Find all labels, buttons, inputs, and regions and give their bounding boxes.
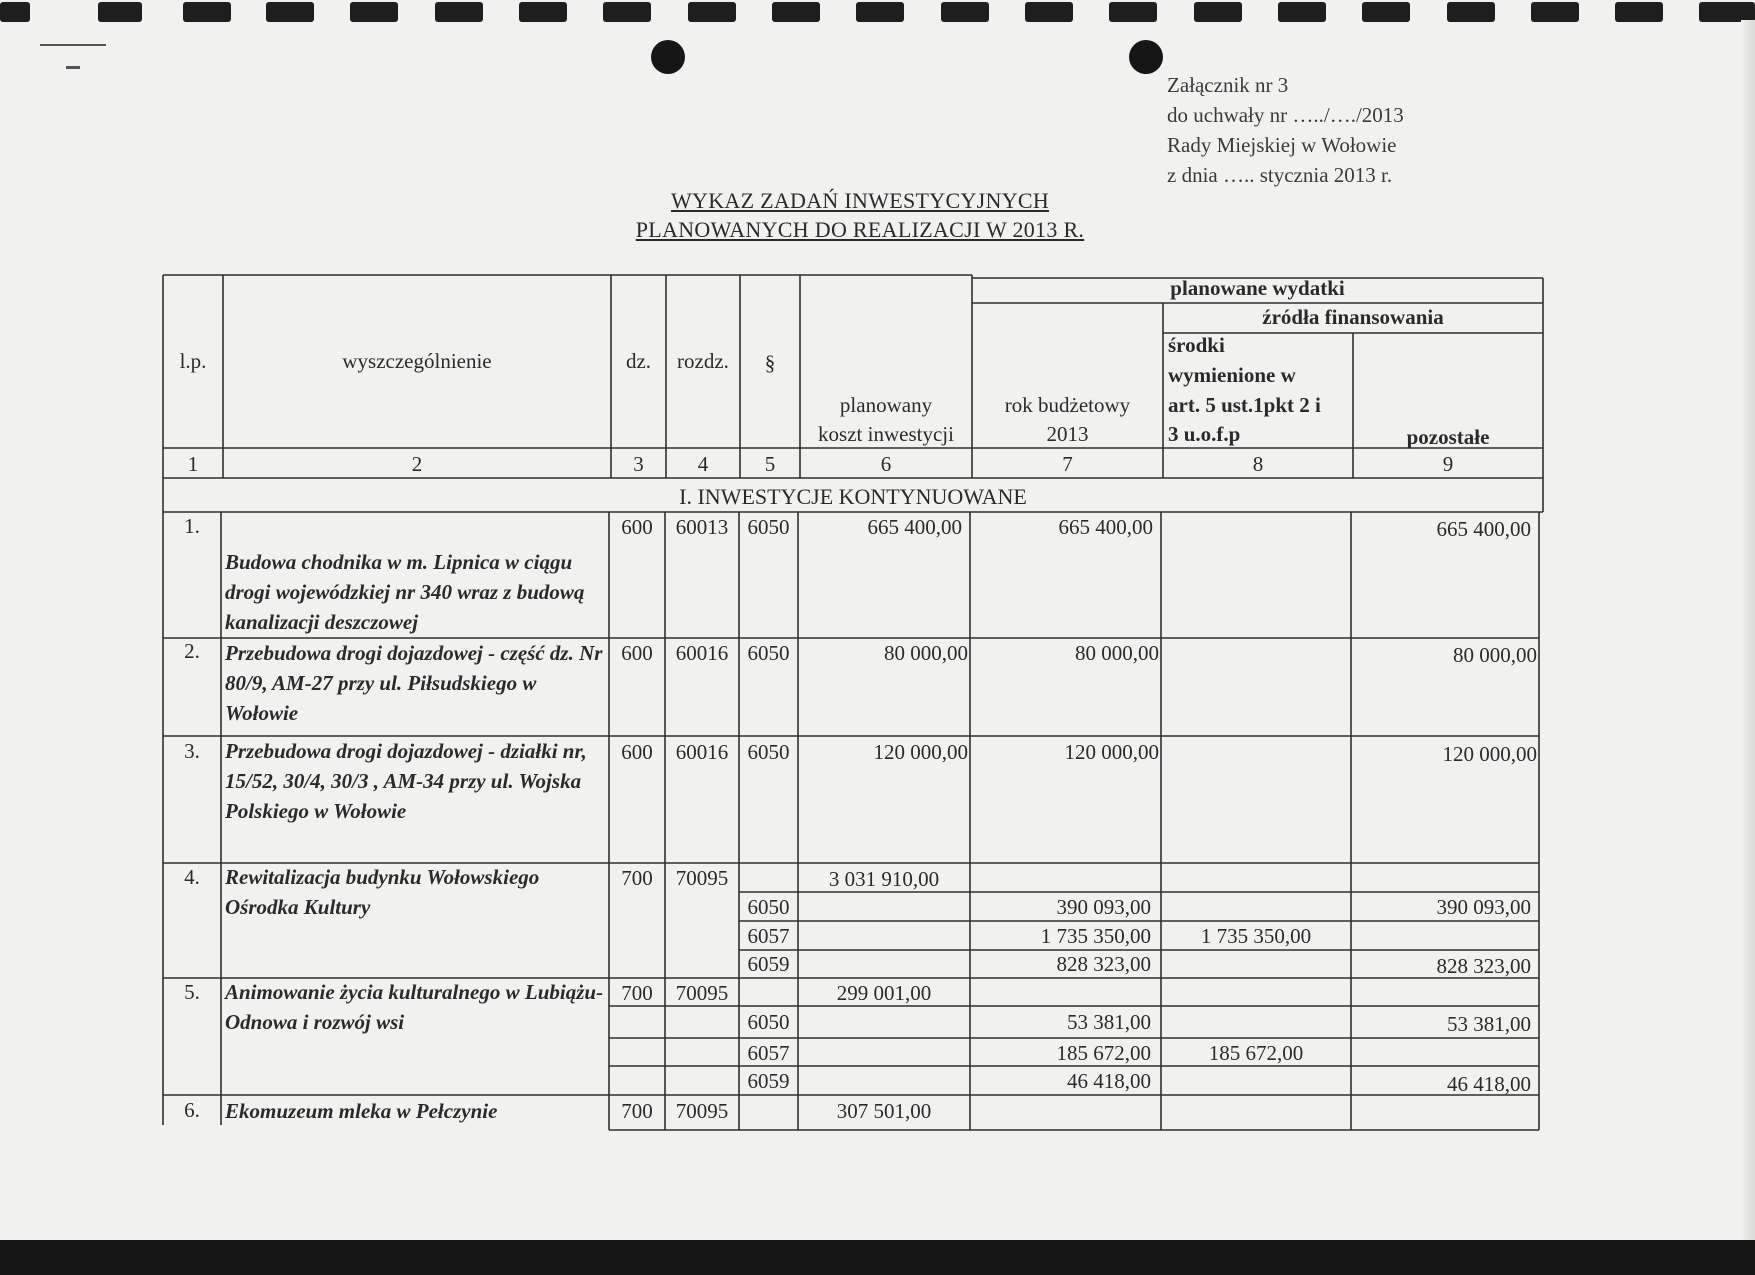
binder-hole <box>856 2 904 22</box>
row-dz: 600 <box>621 740 653 764</box>
subrow-remaining: 46 418,00 <box>1447 1072 1531 1096</box>
header-funding-sources: źródła finansowania <box>1262 305 1444 329</box>
subrow-budget-year: 1 735 350,00 <box>1040 924 1151 948</box>
binder-hole <box>772 2 820 22</box>
column-number: 5 <box>764 452 776 476</box>
binder-hole <box>266 2 314 22</box>
column-number: 9 <box>1442 452 1454 476</box>
row-description: Ekomuzeum mleka w Pełczynie <box>225 1099 498 1123</box>
row-budget-year: 80 000,00 <box>1075 641 1159 665</box>
scanner-bottom-edge <box>0 1240 1755 1275</box>
subrow-paragraph: 6057 <box>747 1041 790 1065</box>
header-funds-art5: art. 5 ust.1pkt 2 i <box>1168 393 1321 417</box>
row-dz: 700 <box>621 866 653 890</box>
row-budget-year: 665 400,00 <box>1058 515 1153 539</box>
row-planned-cost: 665 400,00 <box>867 515 962 539</box>
subrow-paragraph: 6050 <box>747 895 790 919</box>
scan-scratch <box>40 44 106 46</box>
header-dz: dz. <box>625 349 652 373</box>
column-number: 2 <box>411 452 423 476</box>
header-funds-art5: wymienione w <box>1168 363 1296 387</box>
subrow-remaining: 828 323,00 <box>1436 954 1531 978</box>
document-title <box>610 186 1110 244</box>
header-planned-cost: koszt inwestycji <box>818 422 954 446</box>
section-title: I. INWESTYCJE KONTYNUOWANE <box>679 484 1027 509</box>
subrow-budget-year: 53 381,00 <box>1067 1010 1151 1034</box>
punch-hole <box>1129 40 1163 74</box>
column-number: 3 <box>633 452 644 476</box>
row-dz: 600 <box>621 641 653 665</box>
binder-hole <box>1278 2 1326 22</box>
row-remaining: 80 000,00 <box>1453 643 1537 667</box>
column-number: 1 <box>187 452 199 476</box>
header-funds-art5: 3 u.o.f.p <box>1168 422 1241 446</box>
row-lp: 3. <box>184 739 200 763</box>
subrow-paragraph: 6059 <box>747 1069 790 1093</box>
subrow-budget-year: 390 093,00 <box>1056 895 1151 919</box>
binder-hole <box>1699 2 1755 22</box>
subrow-paragraph: 6050 <box>747 1010 790 1034</box>
subrow-paragraph: 6059 <box>747 952 790 976</box>
binder-hole <box>1109 2 1157 22</box>
header-rozdz: rozdz. <box>677 349 729 373</box>
subrow-budget-year: 46 418,00 <box>1067 1069 1151 1093</box>
binder-hole <box>1194 2 1242 22</box>
row-lp: 4. <box>184 865 200 889</box>
annex-line: Załącznik nr 3 <box>1167 73 1289 97</box>
row-planned-cost: 120 000,00 <box>873 740 968 764</box>
header-paragraph: § <box>764 351 776 375</box>
scan-scratch <box>66 66 80 69</box>
header-remaining: pozostałe <box>1406 425 1490 449</box>
binder-hole <box>519 2 567 22</box>
annex-line: Rady Miejskiej w Wołowie <box>1167 133 1397 157</box>
row-lp: 6. <box>184 1098 200 1122</box>
title-line: WYKAZ ZADAŃ INWESTYCYJNYCH <box>670 188 1050 213</box>
header-budget-year: 2013 <box>1046 422 1089 446</box>
row-planned-cost: 299 001,00 <box>836 981 932 1005</box>
binder-hole <box>688 2 736 22</box>
subrow-paragraph: 6057 <box>747 924 790 948</box>
row-budget-year: 120 000,00 <box>1064 740 1159 764</box>
subrow-budget-year: 185 672,00 <box>1056 1041 1151 1065</box>
column-number: 4 <box>697 452 709 476</box>
column-number: 8 <box>1252 452 1264 476</box>
binder-hole <box>603 2 651 22</box>
annex-line: z dnia ….. stycznia 2013 r. <box>1167 163 1393 187</box>
row-description: Przebudowa drogi dojazdowej - działki nr, 15/52, 30/4, 30/3 , AM-34 przy ul. Wojska Polskiego w Wołowie <box>225 739 587 823</box>
header-lp: l.p. <box>179 349 207 373</box>
row-lp: 1. <box>184 514 200 538</box>
row-lp: 5. <box>184 980 200 1004</box>
row-rozdz: 70095 <box>675 981 729 1005</box>
binder-hole <box>1362 2 1410 22</box>
header-planned-cost: planowany <box>839 393 933 417</box>
binder-hole <box>941 2 989 22</box>
row-paragraph: 6050 <box>747 515 790 539</box>
subrow-budget-year: 828 323,00 <box>1056 952 1151 976</box>
header-funds-art5: środki <box>1168 333 1225 357</box>
row-rozdz: 60016 <box>675 641 729 665</box>
row-rozdz: 60016 <box>675 740 729 764</box>
annex-note <box>1167 70 1404 190</box>
row-paragraph: 6050 <box>747 740 790 764</box>
title-line: PLANOWANYCH DO REALIZACJI W 2013 R. <box>635 217 1085 242</box>
binder-hole <box>0 2 30 22</box>
row-remaining: 120 000,00 <box>1442 742 1537 766</box>
header-planned-expenses: planowane wydatki <box>1170 276 1345 300</box>
row-description: Rewitalizacja budynku Wołowskiego Ośrodka Kultury <box>225 865 540 919</box>
row-dz: 700 <box>621 981 653 1005</box>
row-description: Budowa chodnika w m. Lipnica w ciągu drogi wojewódzkiej nr 340 wraz z budową kanalizacji deszczowej <box>225 550 585 634</box>
header-description: wyszczególnienie <box>342 349 492 373</box>
binder-hole-strip <box>0 0 1755 26</box>
binder-hole <box>1615 2 1663 22</box>
row-dz: 600 <box>621 515 653 539</box>
row-planned-cost: 3 031 910,00 <box>828 867 940 891</box>
row-rozdz: 60013 <box>675 515 729 539</box>
row-lp: 2. <box>184 639 200 663</box>
annex-line: do uchwały nr …../…./2013 <box>1167 103 1404 127</box>
row-paragraph: 6050 <box>747 641 790 665</box>
column-number: 6 <box>880 452 892 476</box>
binder-hole <box>183 2 231 22</box>
page-edge-shadow <box>1741 20 1755 1240</box>
binder-hole <box>1025 2 1073 22</box>
row-description: Przebudowa drogi dojazdowej - część dz. Nr 80/9, AM-27 przy ul. Piłsudskiego w Wołowie <box>225 641 603 725</box>
binder-hole <box>435 2 483 22</box>
subrow-remaining: 390 093,00 <box>1436 895 1531 919</box>
row-remaining: 665 400,00 <box>1436 517 1531 541</box>
punch-hole <box>651 40 685 74</box>
subrow-funds-art5: 1 735 350,00 <box>1200 924 1312 948</box>
binder-hole <box>1531 2 1579 22</box>
subrow-funds-art5: 185 672,00 <box>1208 1041 1304 1065</box>
header-budget-year: rok budżetowy <box>1004 393 1131 417</box>
row-dz: 700 <box>621 1099 653 1123</box>
row-description: Animowanie życia kulturalnego w Lubiążu- Odnowa i rozwój wsi <box>225 980 604 1034</box>
row-planned-cost: 307 501,00 <box>836 1099 932 1123</box>
binder-hole <box>98 2 142 22</box>
binder-hole <box>350 2 398 22</box>
column-number: 7 <box>1062 452 1073 476</box>
subrow-remaining: 53 381,00 <box>1447 1012 1531 1036</box>
row-rozdz: 70095 <box>675 866 729 890</box>
row-rozdz: 70095 <box>675 1099 729 1123</box>
binder-hole <box>1447 2 1495 22</box>
row-planned-cost: 80 000,00 <box>884 641 968 665</box>
